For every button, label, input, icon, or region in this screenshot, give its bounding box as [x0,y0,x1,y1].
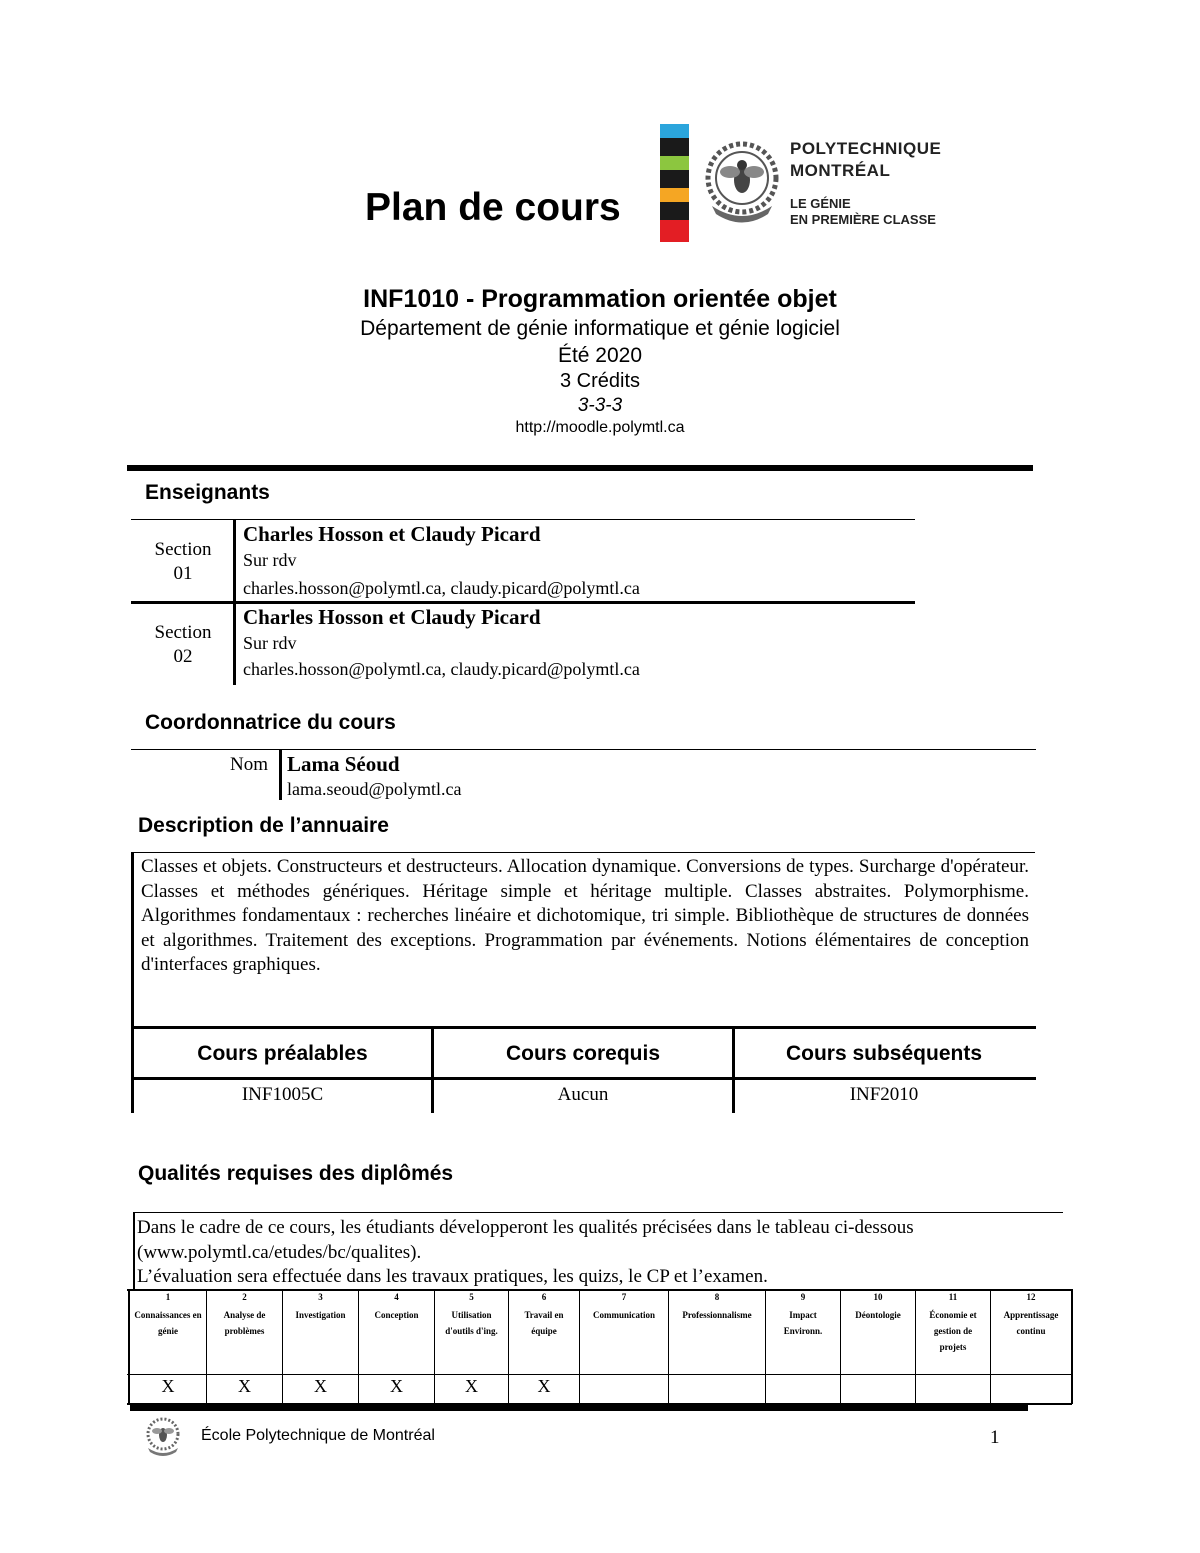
hours: 3-3-3 [577,395,623,416]
quality-number: 1 [165,1292,171,1302]
instructor-emails[interactable]: charles.hosson@polymtl.ca, claudy.picard@polymtl.ca [243,578,640,598]
table-rule [1071,1289,1073,1404]
quality-label: Apprentissage continu [1003,1310,1059,1336]
school-seal-icon [143,1416,183,1458]
section-label-text: Section [154,539,212,560]
logo-line1: POLYTECHNIQUE [790,139,942,158]
subsequent-courses-header: Cours subséquents [785,1042,983,1065]
logo-stripe-green [660,156,689,170]
quality-mark: X [390,1376,403,1396]
table-rule [990,1289,991,1404]
quality-label: Déontologie [855,1310,901,1320]
instructor-emails[interactable]: charles.hosson@polymtl.ca, claudy.picard@polymtl.ca [243,659,640,679]
department: Département de génie informatique et génie logiciel [360,317,840,340]
quality-number: 11 [948,1292,958,1302]
section-label-number: 02 [173,646,193,667]
instructor-availability: Sur rdv [243,550,297,570]
prerequisites-value: INF1005C [241,1084,324,1105]
section-divider [127,465,1033,471]
quality-number: 12 [1026,1292,1036,1302]
quality-label: Travail en équipe [524,1310,564,1336]
prerequisites-header: Cours préalables [197,1042,368,1065]
quality-mark: X [465,1376,478,1396]
coordinator-heading: Coordonnatrice du cours [145,711,396,734]
quality-number: 9 [800,1292,806,1302]
quality-number: 10 [873,1292,883,1302]
document-title: Plan de cours [365,186,621,229]
logo-line2: MONTRÉAL [790,161,891,180]
table-rule [915,1289,916,1404]
coordinator-label: Nom [230,754,268,775]
quality-mark: X [238,1376,251,1396]
term: Été 2020 [557,344,643,367]
quality-label: Professionnalisme [682,1310,752,1320]
polytechnique-logo [660,124,950,244]
table-rule [579,1289,580,1404]
logo-stripe-black [660,170,689,188]
footer-school-name: École Polytechnique de Montréal [201,1427,435,1444]
qualities-intro-line: Dans le cadre de ce cours, les étudiants développeront les qualités précisées dans le tableau ci-dessous [137,1217,914,1238]
quality-number: 8 [714,1292,720,1302]
logo-line4: EN PREMIÈRE CLASSE [790,212,936,227]
quality-label: Économie et gestion de projets [929,1310,977,1352]
quality-label: Impact Environn. [783,1310,823,1336]
quality-label: Analyse de problèmes [223,1310,266,1336]
course-title: INF1010 - Programmation orientée objet [363,285,837,313]
table-rule [133,1212,1063,1213]
logo-line3: LE GÉNIE [790,196,851,211]
quality-label: Investigation [295,1310,346,1320]
section-label-text: Section [154,622,212,643]
quality-mark: X [537,1376,551,1396]
instructors-heading: Enseignants [145,481,270,504]
bee-seal-icon [702,136,782,226]
description-box [131,852,1035,1028]
quality-number: 6 [541,1292,547,1302]
logo-stripe-black [660,138,689,156]
section-label-01 [133,538,233,586]
page-number: 1 [990,1427,1000,1448]
moodle-link[interactable]: http://moodle.polymtl.ca [515,419,685,436]
qualities-link[interactable]: (www.polymtl.ca/etudes/bc/qualites). [137,1241,422,1263]
table-rule [840,1289,841,1404]
section-label-number: 01 [173,563,193,584]
credits: 3 Crédits [559,370,641,392]
table-rule [131,519,915,520]
quality-number: 5 [469,1292,474,1302]
table-rule [279,750,282,800]
description-heading: Description de l’annuaire [138,814,389,837]
quality-mark: X [161,1376,175,1396]
coordinator-email[interactable]: lama.seoud@polymtl.ca [287,779,462,799]
quality-number: 7 [621,1292,627,1302]
section-label-02 [133,621,233,669]
instructor-names: Charles Hosson et Claudy Picard [243,522,541,546]
logo-stripe-red [660,220,689,242]
quality-label: Connaissances en génie [134,1310,202,1336]
table-rule [668,1289,669,1404]
table-rule [133,1212,135,1290]
quality-number: 2 [242,1292,247,1302]
table-rule [127,1289,1072,1291]
instructor-names: Charles Hosson et Claudy Picard [243,605,541,629]
table-rule [131,1077,1036,1080]
table-rule [127,1374,1072,1375]
qualities-heading: Qualités requises des diplômés [138,1162,454,1185]
quality-number: 4 [394,1292,399,1302]
instructor-availability: Sur rdv [243,633,297,653]
quality-label: Communication [592,1310,655,1320]
quality-label: Conception [374,1310,419,1320]
quality-number: 3 [318,1292,323,1302]
table-rule [233,520,236,685]
quality-mark: X [314,1376,327,1396]
table-rule [131,601,915,604]
corequisites-header: Cours corequis [505,1042,661,1065]
logo-stripe-black [660,202,689,220]
qualities-intro-line: L’évaluation sera effectuée dans les travaux pratiques, les quizs, le CP et l’examen. [137,1266,768,1287]
table-rule [765,1289,766,1404]
quality-label: Utilisation d'outils d'ing. [445,1310,498,1336]
logo-stripe-orange [660,188,689,202]
subsequent-courses-value: INF2010 [849,1084,919,1105]
table-rule [131,749,1036,750]
coordinator-name: Lama Séoud [287,752,400,776]
corequisites-value: Aucun [557,1084,609,1105]
table-bottom-bar [130,1404,1028,1411]
description-text: Classes et objets. Constructeurs et destructeurs. Allocation dynamique. Conversions de types. Surcharge d'opérateur. Classes et méthodes génériques. Héritage simple et héritage multiple. Classes abstraites. Polymorphisme. Algorithmes fondamentaux : recherches linéaire et dichotomique, tri simple. Bibliothèque de structures de données et algorithmes. Traitement des exceptions. Programmation par événements. Notions élémentaires de conception d'interfaces graphiques. [141,856,1029,975]
qualities-intro [137,1216,1067,1290]
logo-text [790,138,941,228]
logo-stripe-blue [660,124,689,138]
